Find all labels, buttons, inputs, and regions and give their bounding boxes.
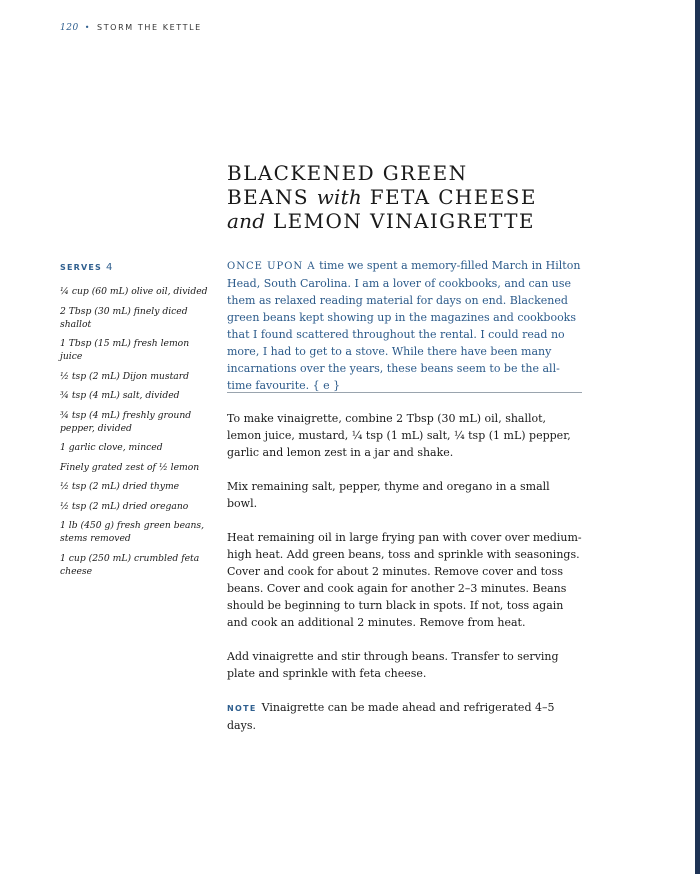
ingredient-item: ¾ tsp (4 mL) freshly ground pepper, divided <box>60 409 192 434</box>
running-header <box>60 23 202 33</box>
page-edge-bar <box>695 0 700 874</box>
ingredient-item: ½ tsp (2 mL) dried thyme <box>60 481 180 492</box>
divider-rule <box>227 392 582 393</box>
title-line-3a: and <box>227 209 266 233</box>
note-text: Vinaigrette can be made ahead and refrigerated 4–5 days. <box>227 701 555 732</box>
title-line-1: BLACKENED GREEN <box>227 161 468 185</box>
intro-paragraph <box>227 257 583 394</box>
ingredient-item: 1 cup (250 mL) crumbled feta cheese <box>60 552 200 577</box>
ingredient-item: 2 Tbsp (30 mL) finely diced shallot <box>60 305 188 330</box>
ingredient-item: ¼ cup (60 mL) olive oil, divided <box>60 286 208 297</box>
ingredient-item: 1 Tbsp (15 mL) fresh lemon juice <box>60 338 190 362</box>
running-title: STORM THE KETTLE <box>97 23 202 32</box>
header-separator: • <box>84 23 92 32</box>
ingredient-item: ½ tsp (2 mL) Dijon mustard <box>60 370 190 382</box>
ingredient-item: ¾ tsp (4 mL) salt, divided <box>60 390 180 401</box>
ingredient-item: 1 garlic clove, minced <box>60 442 163 453</box>
method-step: Heat remaining oil in large frying pan with cover over medium-high heat. Add green beans, toss and sprinkle with seasonings. Cover and cook for about 2 minutes. Remove cover and toss beans. Cover and cook again for another 2–3 minutes. Beans should be beginning to turn black in spots. If not, toss again and cook an additional 2 minutes. Remove from heat. <box>227 531 582 629</box>
title-line-3b: LEMON VINAIGRETTE <box>265 209 535 233</box>
title-line-2c: FETA CHEESE <box>361 185 537 209</box>
intro-text: time we spent a memory-filled March in Hilton Head, South Carolina. I am a lover of cookbooks, and can use them as relaxed reading material for days on end. Blackened green beans kept showing up in the magazines and cookbooks that I found scattered throughout the rental. I could read no more, I had to get to a stove. While there have been many incarnations over the years, these beans seem to be the all-time favourite. <box>227 259 581 392</box>
ingredient-list <box>60 285 210 584</box>
serves-label <box>60 262 112 273</box>
method-step: Add vinaigrette and stir through beans. Transfer to serving plate and sprinkle with feta cheese. <box>227 650 559 680</box>
title-line-2a: BEANS <box>227 185 317 209</box>
method-step: To make vinaigrette, combine 2 Tbsp (30 mL) oil, shallot, lemon juice, mustard, ¼ tsp (1 mL) salt, ¼ tsp (1 mL) pepper, garlic and lemon zest in a jar and shake. <box>227 412 571 459</box>
recipe-note <box>227 699 583 734</box>
ingredient-item: 1 lb (450 g) fresh green beans, stems removed <box>60 520 205 544</box>
method-steps <box>227 410 583 751</box>
ingredient-item: Finely grated zest of ½ lemon <box>60 461 200 473</box>
method-step: Mix remaining salt, pepper, thyme and oregano in a small bowl. <box>227 480 550 510</box>
title-line-2b: with <box>316 185 362 209</box>
intro-signature: { e } <box>312 379 341 392</box>
ingredient-item: ½ tsp (2 mL) dried oregano <box>60 500 189 512</box>
note-label: NOTE <box>227 704 257 713</box>
recipe-title <box>227 161 587 233</box>
page-number: 120 <box>60 23 79 33</box>
serves-count: 4 <box>106 262 113 273</box>
intro-lead: ONCE UPON A <box>227 261 316 272</box>
serves-text: SERVES <box>60 263 103 272</box>
